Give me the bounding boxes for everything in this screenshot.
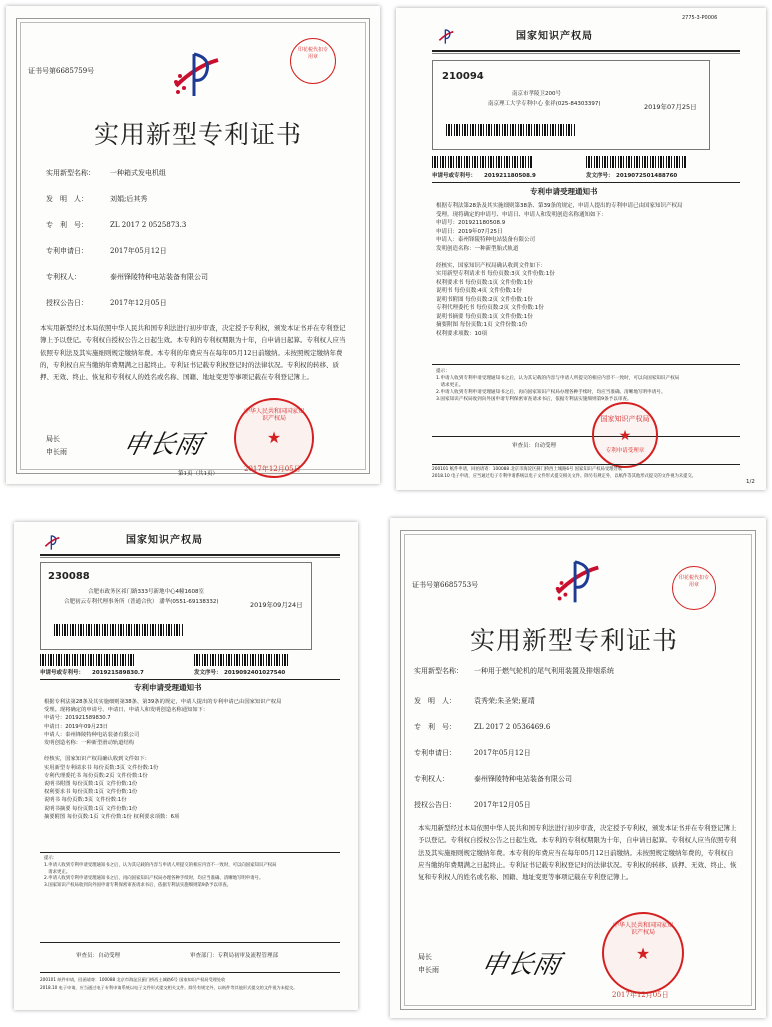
- app-number: 201921180508.9: [484, 173, 536, 179]
- official-seal: 中华人民共和国国家知识产权局 ★: [234, 398, 314, 478]
- utility-name: 一种箱式发电机组: [110, 169, 166, 177]
- examiner: 审查员：自动受理: [76, 953, 121, 959]
- seal-star-icon: ★: [618, 428, 632, 444]
- seal-star-icon: ★: [266, 428, 282, 447]
- director-label: 局长: [418, 953, 432, 961]
- footer-line-1: 200101 纸件申请，回函请寄：100088 北京市海淀区蓟门桥西土城路6号 国家知识产权局受理处收: [432, 467, 623, 472]
- notice-date: 2019年07月25日: [644, 103, 697, 111]
- filing-date: 2017年05月12日: [474, 749, 531, 757]
- filing-date-label: 专利申请日：: [414, 749, 456, 757]
- footer-line-2: 2018.10 电子申请，应当通过电子专利申请系统以电子文件形式提交相关文件。除另有规定外，以纸件等其他形式提交的文件视为未提交。: [40, 985, 298, 990]
- director-name: 申长雨: [418, 966, 439, 974]
- agency-header: 国家知识产权局: [126, 535, 203, 546]
- address-barcode: [54, 624, 184, 636]
- address-line-2: 合肥初云专利代理事务所（普通合伙） 潘华(0551-69138332): [64, 599, 219, 605]
- seal-date: 2017年12月05日: [612, 991, 669, 999]
- owner: 泰州锋陵特种电站装备有限公司: [474, 775, 572, 783]
- official-seal: 中华人民共和国国家知识产权局 ★: [602, 912, 684, 994]
- certificate-number: 证书号第6685759号: [28, 67, 95, 75]
- patent-certificate-2: [390, 518, 766, 1018]
- footer-line-2: 2018.10 电子申请，应当通过电子专利申请系统以电子文件形式提交相关文件。除另有规定外，以纸件等其他形式提交的文件视为未提交。: [432, 474, 697, 479]
- owner-label: 专利权人：: [46, 273, 81, 281]
- certificate-title: 实用新型专利证书: [94, 120, 303, 149]
- notice-body: 根据专利法第28条及其实施细则第38条、第39条的规定，申请人提出的专利申请已由国家知识产权局 受理。现将确定的申请号、申请日、申请人和发明创造名称通知如下： 申请号：201921180508.9 申请日：2019年07月25日 申请人：泰州锋陵特种电站装备有限公司 发明创造名称：一种新型胎式轨道 经核实，国家知识产权局确认收到文件如下： 实用新型专利请求书 每份页数:3页 文件份数:1份 权利要求书 每份页数:1页 文件份数:1份 说明书 每份页数:4页 文件份数:1份 说明书附图 每份页数:2页 文件份数:1份 专利代理委托书 每份页数:2页 文件份数:1份 说明书摘要 每份页数:1页 文件份数:1份 摘要附图 每份页数:1页 文件份数:1份 权利要求项数：10项: [436, 203, 683, 337]
- address-line-1: 南京市孝陵卫200号: [512, 91, 561, 97]
- app-barcode: [40, 654, 136, 666]
- cnipa-logo-icon: [436, 26, 456, 48]
- postcode: 230088: [48, 571, 90, 582]
- grant-date-label: 授权公告日：: [46, 299, 88, 307]
- acceptance-notice-2: [14, 522, 358, 1010]
- utility-name-label: 实用新型名称：: [46, 169, 95, 177]
- serial-number: 2019072501488760: [616, 173, 678, 179]
- inventor-label: 发 明 人：: [414, 697, 456, 705]
- seal-date: 2017年12月05日: [244, 465, 301, 473]
- serial-number: 2019092401027540: [224, 670, 286, 676]
- utility-name-label: 实用新型名称：: [414, 667, 463, 675]
- page-number: 1/2: [746, 479, 755, 485]
- certificate-body: 本实用新型经过本局依照中华人民共和国专利法进行初步审查，决定授予专利权，颁发本证书并在专利登记簿上予以登记。专利权自授权公告之日起生效。本专利的专利权期限为十年，自申请日起算。专利权人应当依照专利法及其实施细则规定缴纳年费。本专利的年费应当在每年05月12日前缴纳。未按照规定缴纳年费的，专利权自应当缴纳年费期满之日起终止。专利证书记载专利权登记时的法律状况。专利权的转移、质押、无效、终止、恢复和专利权人的姓名或名称、国籍、地址变更等事项记载在专利登记簿上。: [418, 824, 737, 882]
- certificate-body: 本实用新型经过本局依照中华人民共和国专利法进行初步审查，决定授予专利权，颁发本证书并在专利登记簿上予以登记。专利权自授权公告之日起生效。本专利的专利权期限为十年，自申请日起算。专利权人应当依照专利法及其实施细则规定缴纳年费。本专利的年费应当在每年05月12日前缴纳。未按照规定缴纳年费的，专利权自应当缴纳年费期满之日起终止。专利证书记载专利权登记时的法律状况。专利权的转移、质押、无效、终止、恢复和专利权人的姓名或名称、国籍、地址变更等事项记载在专利登记簿上。: [40, 324, 346, 382]
- inventor: 刘娟;后其秀: [110, 195, 148, 203]
- grant-date-label: 授权公告日：: [414, 801, 456, 809]
- notice-date: 2019年09月24日: [250, 601, 303, 609]
- owner-label: 专利权人：: [414, 775, 449, 783]
- director-name: 申长雨: [46, 448, 67, 456]
- director-label: 局长: [46, 435, 60, 443]
- cnipa-logo-icon: [166, 46, 226, 106]
- filing-date-label: 专利申请日：: [46, 247, 88, 255]
- grant-date: 2017年12月05日: [110, 299, 167, 307]
- address-line-2: 南京理工大学专利中心 张祥(025-84303397): [488, 101, 601, 107]
- app-number-label: 申请号或专利号：: [432, 173, 477, 179]
- patent-number-label: 专 利 号：: [46, 221, 88, 229]
- footer-line-1: 200101 纸件申请，回函请寄：100088 北京市海淀区蓟门桥西土城路6号 国家知识产权局受理处收: [40, 977, 226, 982]
- address-line-1: 合肥市政务区祁门路333号新地中心4幢1608室: [88, 589, 204, 595]
- patent-number-label: 专 利 号：: [414, 723, 456, 731]
- review-department: 审查部门：专利局初审及流程管理部: [190, 953, 279, 959]
- owner: 泰州锋陵特种电站装备有限公司: [110, 273, 208, 281]
- grant-date: 2017年12月05日: [474, 801, 531, 809]
- certificate-number: 证书号第6685753号: [412, 581, 479, 589]
- acceptance-seal: 国家知识产权局 ★ 专利申请受理章: [592, 402, 658, 468]
- notice-title: 专利申请受理通知书: [134, 683, 202, 692]
- serial-barcode: [586, 156, 686, 168]
- inventor: 袁秀荣;朱圣荣;夏靖: [474, 697, 535, 705]
- tax-stamp: 印花税代扣专用章: [290, 38, 336, 84]
- tax-stamp: 印花税代扣专用章: [672, 566, 716, 610]
- serial-label: 发文序号：: [194, 670, 222, 676]
- certificate-title: 实用新型专利证书: [470, 626, 679, 655]
- notice-notes: 提示： 1.申请人收到专利申请受理通知书之后，认为其记载的内容与申请人所提交的相应内容不一致时，可以向国家知识产权局 请求更正。 2.申请人收到专利申请受理通知书之后，再向国家知识产权局办理各种手续时，均应当准确、清晰地写明申请号。 3.国家知识产权局收到向外国申请专利保密审查请求书后，依据专利法实施细则第9条予以审查。: [44, 856, 277, 889]
- agency-header: 国家知识产权局: [516, 31, 593, 42]
- acceptance-notice-1: [396, 8, 766, 490]
- patent-certificate-1: [6, 6, 380, 484]
- serial-label: 发文序号：: [586, 173, 614, 179]
- postcode: 210094: [442, 71, 484, 82]
- examiner: 审查员：自动受理: [512, 443, 557, 449]
- page-number: 第1页（共1页）: [178, 471, 218, 477]
- app-number: 201921589830.7: [92, 670, 144, 676]
- cnipa-logo-icon: [548, 554, 606, 612]
- app-number-label: 申请号或专利号：: [40, 670, 85, 676]
- utility-name: 一种用于燃气轮机的尾气利用装置及排烟系统: [474, 667, 614, 675]
- seal-star-icon: ★: [635, 944, 651, 963]
- patent-number: ZL 2017 2 0536469.6: [474, 723, 551, 731]
- cnipa-logo-icon: [42, 532, 62, 554]
- document-code: 2775-3-P0006: [682, 15, 718, 21]
- filing-date: 2017年05月12日: [110, 247, 167, 255]
- address-barcode: [446, 124, 576, 136]
- notice-title: 专利申请受理通知书: [530, 187, 598, 196]
- patent-number: ZL 2017 2 0525873.3: [110, 221, 187, 229]
- app-barcode: [432, 156, 532, 168]
- serial-barcode: [194, 654, 290, 666]
- notice-notes: 提示： 1.申请人收到专利申请受理通知书之后，认为其记载的内容与申请人所提交的相应内容不一致时，可以向国家知识产权局 请求更正。 2.申请人收到专利申请受理通知书之后，再向国家知识产权局办理各种手续时，均应当准确、清晰地写明申请号。 3.国家知识产权局收到向外国申请专利保密审查请求书后，依据专利法实施细则第9条予以审查。: [436, 369, 680, 403]
- director-signature: 申长雨: [478, 950, 563, 980]
- notice-body: 根据专利法第28条及其实施细则第38条、第39条的规定，申请人提出的专利申请已由国家知识产权局 受理。现将确定的申请号、申请日、申请人和发明创造名称通知如下： 申请号：201921589830.7 申请日：2019年09月23日 申请人：泰州锋陵特种电站装备有限公司 发明创造名称：一种新型滑动轨道结构 经核实，国家知识产权局确认收到文件如下： 实用新型专利请求书 每份页数:3页 文件份数:1份 专利代理委托书 每份页数:2页 文件份数:1份 说明书附图 每份页数:1页 文件份数:1份 权利要求书 每份页数:1页 文件份数:1份 说明书 每份页数:3页 文件份数:1份 说明书摘要 每份页数:1页 文件份数:1份 摘要附图 每份页数:1页 文件份数:1份 权利要求项数：6项: [44, 699, 282, 820]
- director-signature: 申长雨: [120, 430, 205, 460]
- inventor-label: 发 明 人：: [46, 195, 88, 203]
